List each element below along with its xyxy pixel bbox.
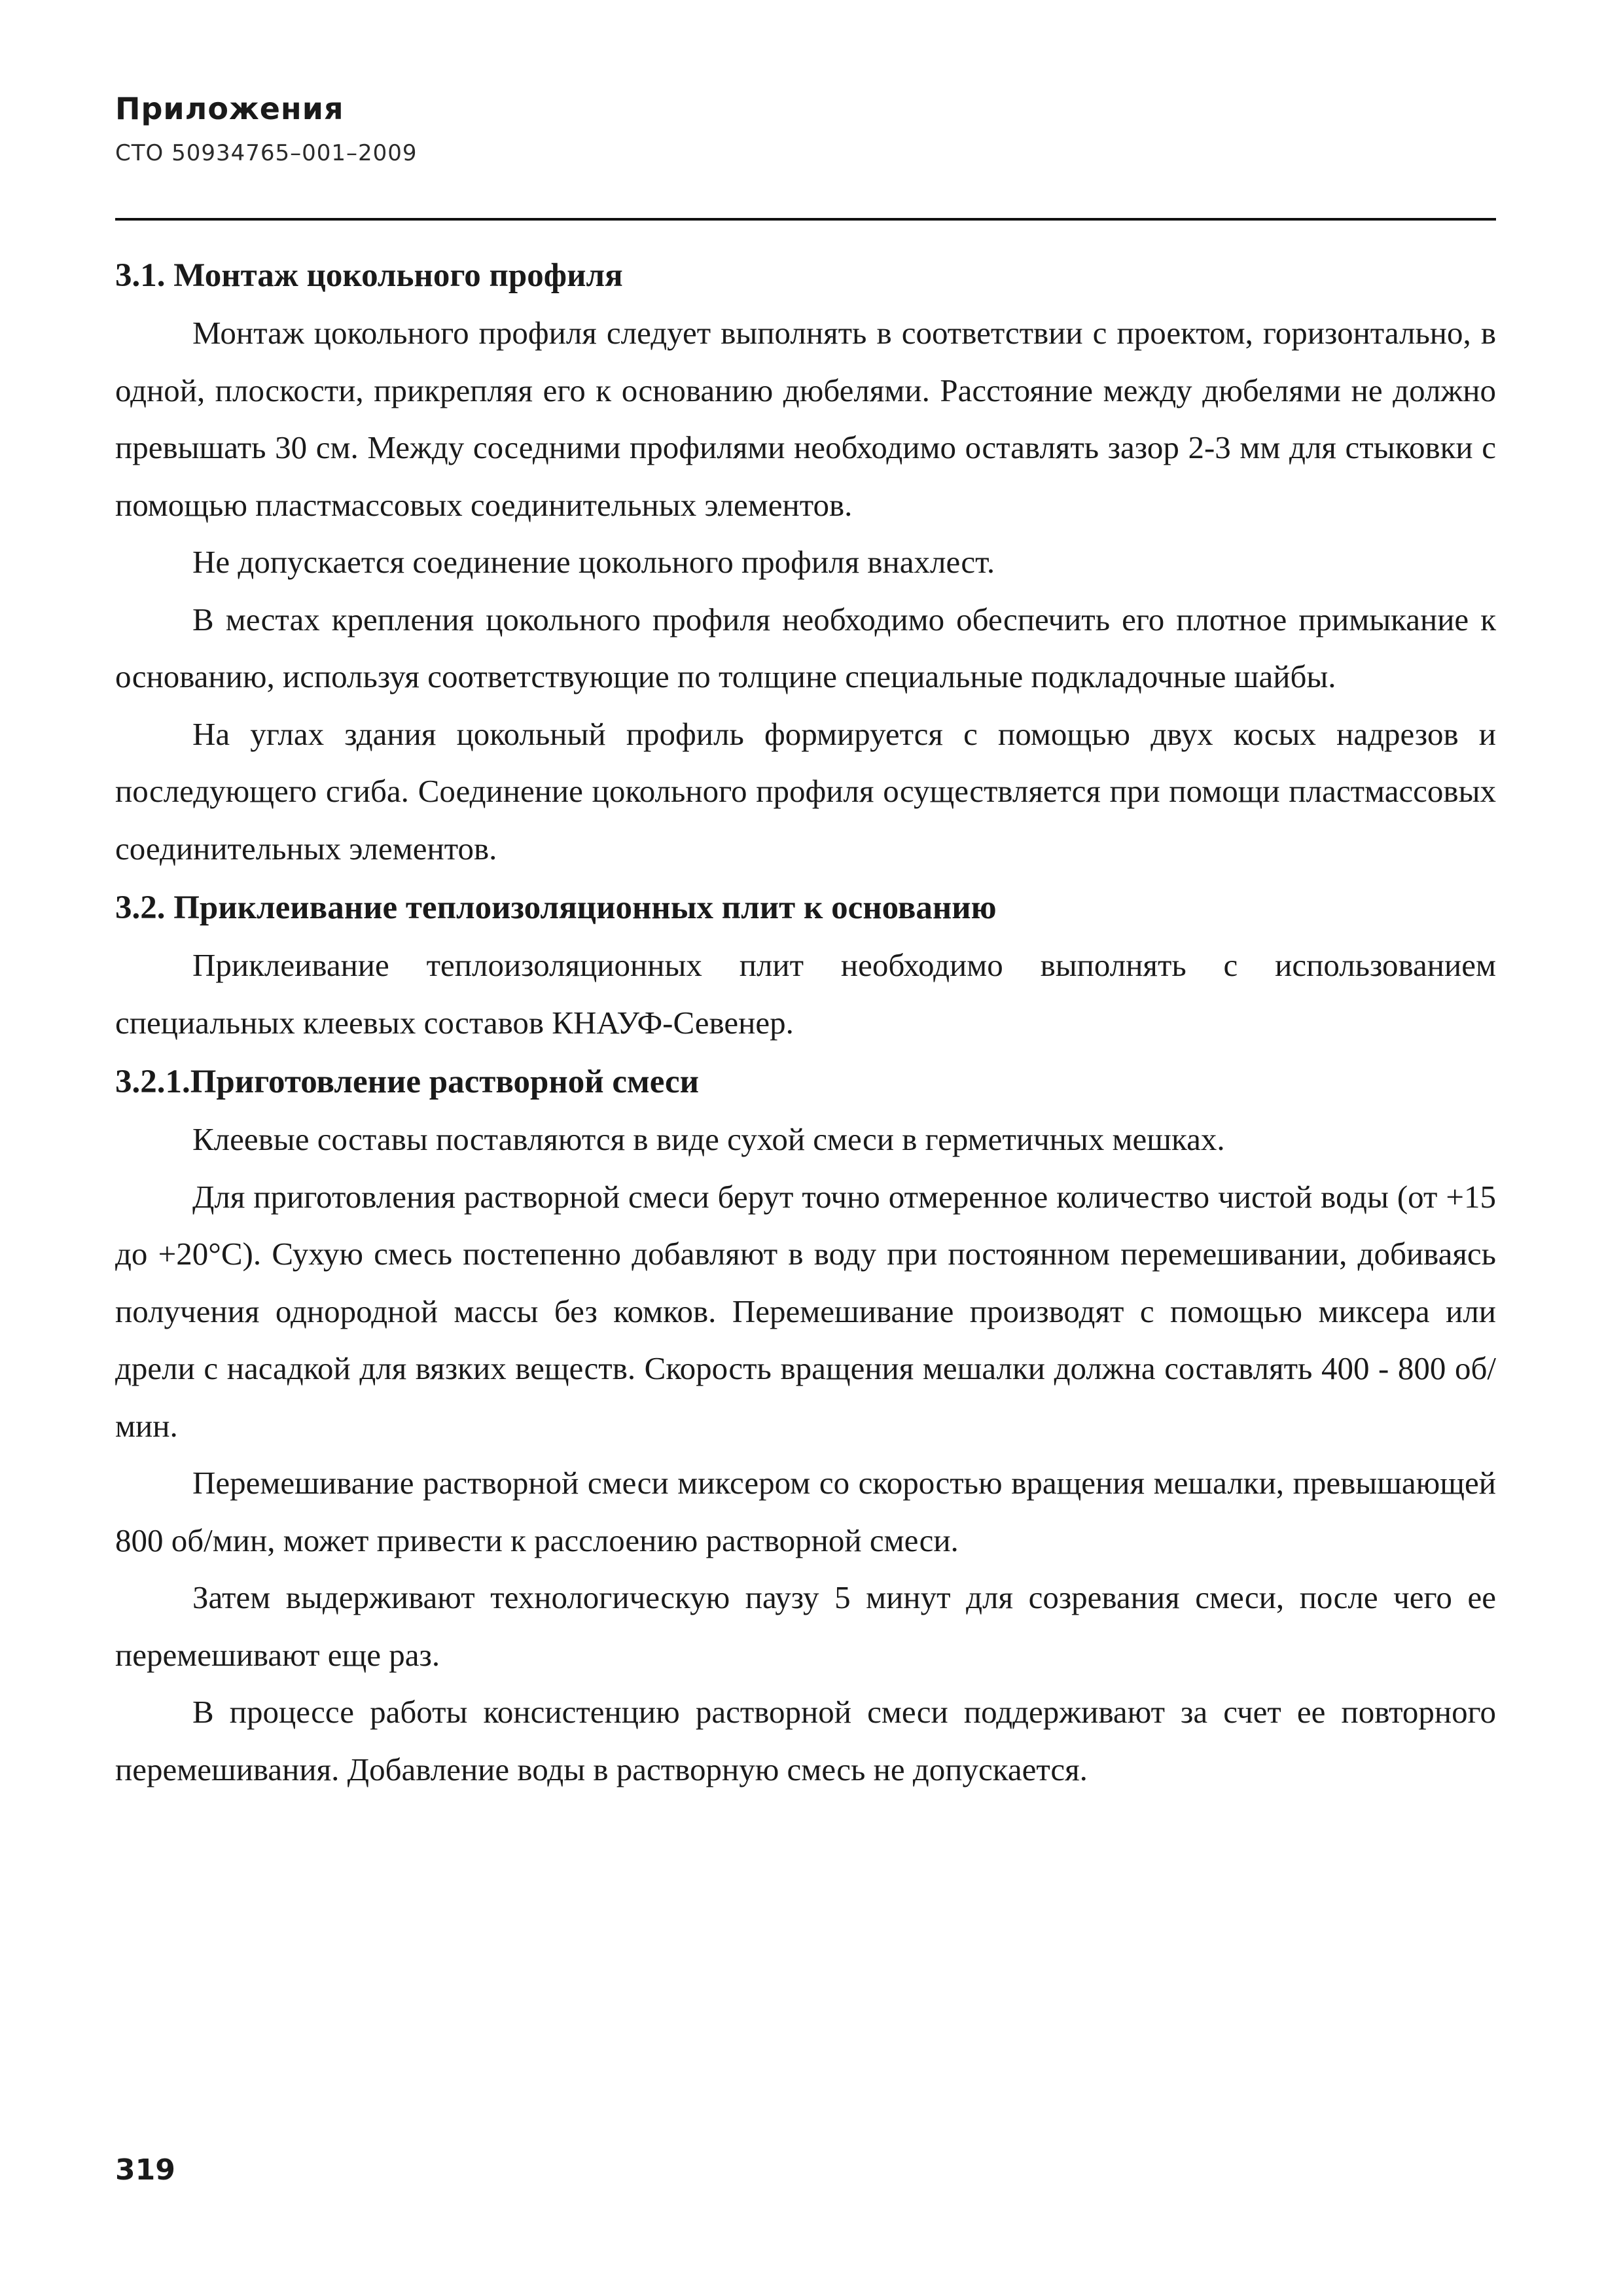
paragraph: Перемешивание растворной смеси миксером со скоростью вращения мешалки, превышающей 800 об/мин, может привести к расслоению растворной смеси. xyxy=(115,1465,1496,1558)
paragraph: Для приготовления растворной смеси берут точно отмеренное количество чистой воды (от +15 до +20°С). Сухую смесь постепенно добавляют в воду при постоянном перемешивании, добиваясь получения однородной массы без комков. Перемешивание производят с помощью миксера или дрели с насадкой для вязких веществ. Скорость вращения мешалки должна составлять 400 - 800 об/мин. xyxy=(115,1178,1496,1444)
paragraph: В процессе работы консистенцию растворной смеси поддерживают за счет ее повторного перемешивания. Добавление воды в растворную смесь не допускается. xyxy=(115,1694,1496,1787)
paragraph: Приклеивание теплоизоляционных плит необходимо выполнять с использованием специальных клеевых составов КНАУФ-Севенер. xyxy=(115,947,1496,1041)
section-name: Приложения xyxy=(115,91,344,126)
header-divider xyxy=(115,218,1496,221)
paragraph: Клеевые составы поставляются в виде сухой смеси в герметичных мешках. xyxy=(192,1121,1225,1157)
page-header xyxy=(115,84,1496,173)
section-heading: 3.2. Приклеивание теплоизоляционных плит к основанию xyxy=(115,889,997,926)
section-heading: 3.1. Монтаж цокольного профиля xyxy=(115,257,623,294)
paragraph: В местах крепления цокольного профиля необходимо обеспечить его плотное примыкание к основанию, используя соответствующие по толщине специальные подкладочные шайбы. xyxy=(115,601,1496,694)
document-code: СТО 50934765–001–2009 xyxy=(115,140,418,166)
paragraph: Затем выдерживают технологическую паузу 5 минут для созревания смеси, после чего ее перемешивают еще раз. xyxy=(115,1579,1496,1673)
paragraph: На углах здания цокольный профиль формируется с помощью двух косых надрезов и последующего сгиба. Соединение цокольного профиля осуществляется при помощи пластмассовых соединительных элементов. xyxy=(115,715,1496,867)
paragraph: Монтаж цокольного профиля следует выполнять в соответствии с проектом, горизонтально, в одной, плоскости, прикрепляя его к основанию дюбелями. Расстояние между дюбелями не должно превышать 30 см. Между соседними профилями необходимо оставлять зазор 2-3 мм для стыковки с помощью пластмассовых соединительных элементов. xyxy=(115,315,1496,523)
page-content xyxy=(115,247,1496,1798)
paragraph: Не допускается соединение цокольного профиля внахлест. xyxy=(192,544,995,580)
page-number: 319 xyxy=(115,2153,175,2187)
subsection-heading: 3.2.1.Приготовление растворной смеси xyxy=(115,1064,700,1100)
